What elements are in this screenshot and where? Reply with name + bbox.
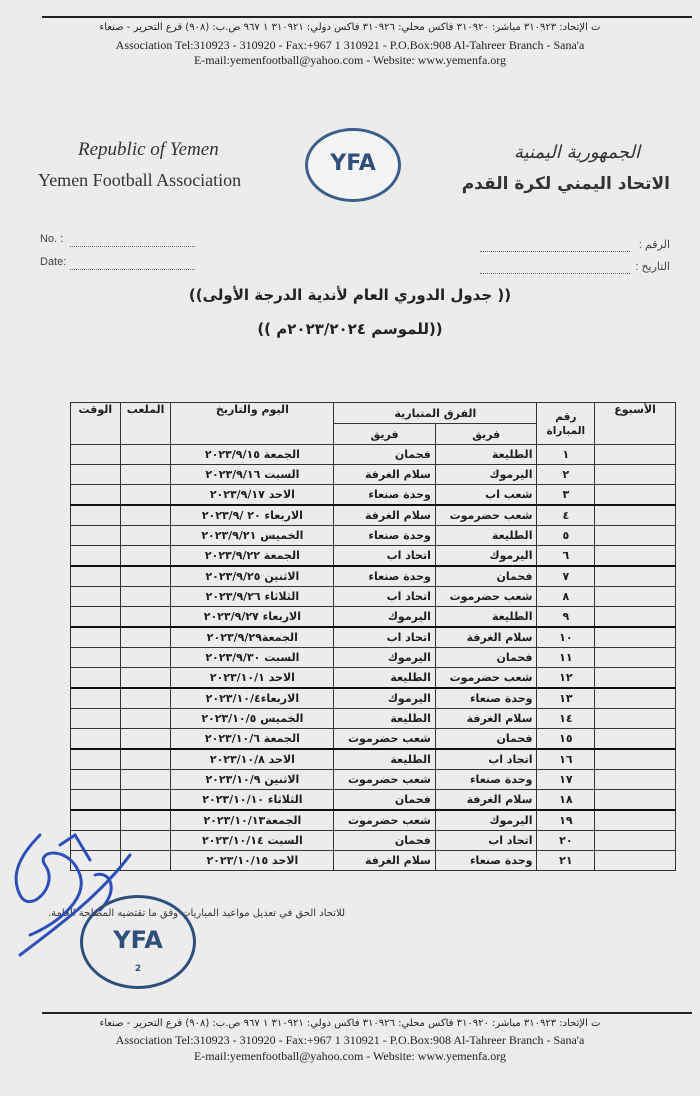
time-cell [71,627,121,648]
date-cell: الجمعة ٢٠٢٣/١٠/٦ [171,729,334,750]
venue-cell [120,526,171,546]
time-cell [71,749,121,770]
table-row [71,688,676,709]
venue-cell [120,648,171,668]
no-label: No. : [40,233,64,245]
date-cell: الاربعاء ٢٠٢٣/٩/٢٧ [171,607,334,628]
week-cell [595,587,676,607]
team1-cell: شعب حضرموت [435,587,537,607]
footer-contact-ar: ت الإتحاد: ٣١٠٩٢٣ مباشر: ٣١٠٩٢٠ فاكس محلي: ٣١٠٩٢٦ فاكس دولي: ٣١٠٩٢١ ١ ٩٦٧ ص.ب: (٩٠٨) فرع التحرير - صنعاء [99,1018,601,1029]
team2-cell: فحمان [334,831,436,851]
match-number-cell: ٤ [537,505,595,526]
team2-cell: اليرموك [334,688,436,709]
table-row [71,566,676,587]
team1-cell: الطليعة [435,607,537,628]
table-row [71,465,676,485]
week-cell [595,526,676,546]
team1-cell: شعب اب [435,485,537,506]
time-cell [71,648,121,668]
team2-cell: فحمان [334,445,436,465]
footer-rule [42,1012,692,1014]
time-cell [71,505,121,526]
table-row [71,526,676,546]
time-cell [71,485,121,506]
date-cell: الاربعاء٢٠٢٣/١٠/٤ [171,688,334,709]
table-row [71,668,676,689]
header-team2: فريق [334,424,436,445]
logo-text: YFA [330,151,376,176]
letterhead-en-line1: Republic of Yemen [78,139,219,160]
week-cell [595,627,676,648]
header-time: الوقت [71,403,121,445]
schedule-body [71,445,676,871]
header-contact-ar: ت الإتحاد: ٣١٠٩٢٣ مباشر: ٣١٠٩٢٠ فاكس محلي: ٣١٠٩٢٦ فاكس دولي: ٣١٠٩٢١ ١ ٩٦٧ ص.ب: (٩٠٨) فرع التحرير - صنعاء [99,22,601,33]
team1-cell: اليرموك [435,810,537,831]
match-number-cell: ٥ [537,526,595,546]
table-row [71,831,676,851]
team2-cell: اتحاد اب [334,587,436,607]
team1-cell: فحمان [435,729,537,750]
match-number-cell: ١ [537,445,595,465]
match-number-cell: ٣ [537,485,595,506]
team1-cell: وحدة صنعاء [435,688,537,709]
yfa-stamp [80,895,196,989]
team1-cell: الطليعة [435,445,537,465]
table-row [71,749,676,770]
venue-cell [120,627,171,648]
team2-cell: الطليعة [334,749,436,770]
venue-cell [120,465,171,485]
week-cell [595,445,676,465]
date-cell: الخميس ٢٠٢٣/٩/٢١ [171,526,334,546]
team2-cell: وحدة صنعاء [334,566,436,587]
footer-contact-email: E-mail:yemenfootball@yahoo.com - Website: www.yemenfa.org [193,1049,507,1063]
week-cell [595,505,676,526]
schedule-table [70,402,676,871]
table-row [71,587,676,607]
header-venue: الملعب [120,403,171,445]
team1-cell: سلام الغرفة [435,627,537,648]
team2-cell: الطليعة [334,709,436,729]
table-row [71,627,676,648]
match-number-cell: ١٨ [537,790,595,811]
season-title: ((للموسم ٢٠٢٣/٢٠٢٤م )) [257,320,443,338]
team1-cell: وحدة صنعاء [435,851,537,871]
letterhead-ar-line2: الاتحاد اليمني لكرة القدم [461,174,670,194]
time-cell [71,587,121,607]
header-contact-email: E-mail:yemenfootball@yahoo.com - Website: www.yemenfa.org [193,53,507,67]
header-day-date: اليوم والتاريخ [171,403,334,445]
time-cell [71,526,121,546]
date-cell: السبت ٢٠٢٣/١٠/١٤ [171,831,334,851]
week-cell [595,709,676,729]
team1-cell: سلام الغرفة [435,790,537,811]
team1-cell: شعب حضرموت [435,668,537,689]
team1-cell: اتحاد اب [435,749,537,770]
time-cell [71,790,121,811]
date-cell: الجمعة ٢٠٢٣/٩/٢٢ [171,546,334,567]
team2-cell: الطليعة [334,668,436,689]
match-number-cell: ٩ [537,607,595,628]
team2-cell: اليرموك [334,648,436,668]
date-cell: الجمعة٢٠٢٣/١٠/١٣ [171,810,334,831]
ar-no-dotted-line [480,250,630,252]
header-match-number: رقم المباراة [537,403,595,445]
table-row [71,810,676,831]
team1-cell: وحدة صنعاء [435,770,537,790]
match-number-cell: ١٦ [537,749,595,770]
table-row [71,607,676,628]
time-cell [71,770,121,790]
team2-cell: شعب حضرموت [334,770,436,790]
week-cell [595,688,676,709]
week-cell [595,831,676,851]
table-row [71,505,676,526]
time-cell [71,546,121,567]
footer-contact-en: Association Tel:310923 - 310920 - Fax:+967 1 310921 - P.O.Box:908 Al-Tahreer Branch - Sana'a [115,1033,585,1047]
team2-cell: اليرموك [334,607,436,628]
week-cell [595,790,676,811]
date-cell: الثلاثاء ٢٠٢٣/٩/٢٦ [171,587,334,607]
table-row [71,709,676,729]
venue-cell [120,790,171,811]
venue-cell [120,688,171,709]
table-row [71,485,676,506]
table-row [71,851,676,871]
ar-no-label: الرقم : [638,239,670,251]
time-cell [71,465,121,485]
team2-cell: اتحاد اب [334,627,436,648]
match-number-cell: ٢ [537,465,595,485]
week-cell [595,729,676,750]
match-number-cell: ١١ [537,648,595,668]
week-cell [595,648,676,668]
match-number-cell: ٨ [537,587,595,607]
date-dotted-line [70,268,195,270]
table-row [71,546,676,567]
stamp-number: 2 [134,964,142,974]
time-cell [71,607,121,628]
team1-cell: شعب حضرموت [435,505,537,526]
ar-date-dotted-line [480,272,630,274]
venue-cell [120,668,171,689]
date-cell: السبت ٢٠٢٣/٩/٣٠ [171,648,334,668]
time-cell [71,729,121,750]
venue-cell [120,505,171,526]
date-cell: الاحد ٢٠٢٣/٩/١٧ [171,485,334,506]
team2-cell: شعب حضرموت [334,810,436,831]
team2-cell: وحدة صنعاء [334,526,436,546]
date-cell: الاربعاء ٢٠ /٢٠٢٣/٩ [171,505,334,526]
schedule-note: للاتحاد الحق في تعديل مواعيد المباريات وفق ما تقتضيه المصلحة العامة. [47,908,345,919]
week-cell [595,566,676,587]
time-cell [71,566,121,587]
schedule-title: (( جدول الدوري العام لأندية الدرجة الأولى)) [188,286,512,304]
time-cell [71,668,121,689]
venue-cell [120,729,171,750]
venue-cell [120,587,171,607]
team1-cell: الطليعة [435,526,537,546]
team1-cell: اليرموك [435,546,537,567]
venue-cell [120,607,171,628]
venue-cell [120,709,171,729]
venue-cell [120,485,171,506]
date-label: Date: [40,256,67,268]
table-row [71,445,676,465]
team2-cell: وحدة صنعاء [334,485,436,506]
letterhead-en-line2: Yemen Football Association [38,170,242,190]
team1-cell: اليرموك [435,465,537,485]
team2-cell: سلام الغرفة [334,465,436,485]
date-cell: الاحد ٢٠٢٣/١٠/٨ [171,749,334,770]
match-number-cell: ١٤ [537,709,595,729]
match-number-cell: ١٩ [537,810,595,831]
date-cell: الثلاثاء ٢٠٢٣/١٠/١٠ [171,790,334,811]
week-cell [595,851,676,871]
letterhead-ar-line1: الجمهورية اليمنية [513,142,640,163]
header-top-rule [42,16,692,18]
team2-cell: فحمان [334,790,436,811]
time-cell [71,688,121,709]
week-cell [595,749,676,770]
team1-cell: فحمان [435,566,537,587]
header-team1: فريق [435,424,537,445]
ar-date-label: التاريخ : [635,261,670,273]
date-cell: الاثنين ٢٠٢٣/٩/٢٥ [171,566,334,587]
date-cell: الاحد ٢٠٢٣/١٠/١ [171,668,334,689]
venue-cell [120,770,171,790]
time-cell [71,445,121,465]
no-dotted-line [70,245,195,247]
team1-cell: فحمان [435,648,537,668]
header-teams: الفرق المتبارية [334,403,537,424]
match-number-cell: ٢٠ [537,831,595,851]
table-row [71,729,676,750]
table-row [71,770,676,790]
team2-cell: سلام الغرفة [334,505,436,526]
match-number-cell: ٢١ [537,851,595,871]
week-cell [595,810,676,831]
week-cell [595,770,676,790]
team1-cell: اتحاد اب [435,831,537,851]
team2-cell: اتحاد اب [334,546,436,567]
match-number-cell: ١٣ [537,688,595,709]
team1-cell: سلام الغرفة [435,709,537,729]
date-cell: الاثنين ٢٠٢٣/١٠/٩ [171,770,334,790]
venue-cell [120,749,171,770]
week-cell [595,485,676,506]
date-cell: السبت ٢٠٢٣/٩/١٦ [171,465,334,485]
venue-cell [120,566,171,587]
match-number-cell: ١٢ [537,668,595,689]
match-number-cell: ١٥ [537,729,595,750]
date-cell: الجمعة ٢٠٢٣/٩/١٥ [171,445,334,465]
match-number-cell: ١٧ [537,770,595,790]
team2-cell: شعب حضرموت [334,729,436,750]
stamp-text: YFA [113,926,163,954]
table-row [71,790,676,811]
match-number-cell: ٦ [537,546,595,567]
yfa-logo [305,128,401,202]
header-week: الأسبوع [595,403,676,445]
week-cell [595,607,676,628]
week-cell [595,465,676,485]
venue-cell [120,445,171,465]
date-cell: الخميس ٢٠٢٣/١٠/٥ [171,709,334,729]
venue-cell [120,546,171,567]
week-cell [595,668,676,689]
time-cell [71,709,121,729]
match-number-cell: ١٠ [537,627,595,648]
team2-cell: سلام الغرفة [334,851,436,871]
match-number-cell: ٧ [537,566,595,587]
week-cell [595,546,676,567]
date-cell: الاحد ٢٠٢٣/١٠/١٥ [171,851,334,871]
header-contact-en: Association Tel:310923 - 310920 - Fax:+967 1 310921 - P.O.Box:908 Al-Tahreer Branch - Sana'a [115,38,585,52]
table-row [71,648,676,668]
date-cell: الجمعة٢٠٢٣/٩/٢٩ [171,627,334,648]
